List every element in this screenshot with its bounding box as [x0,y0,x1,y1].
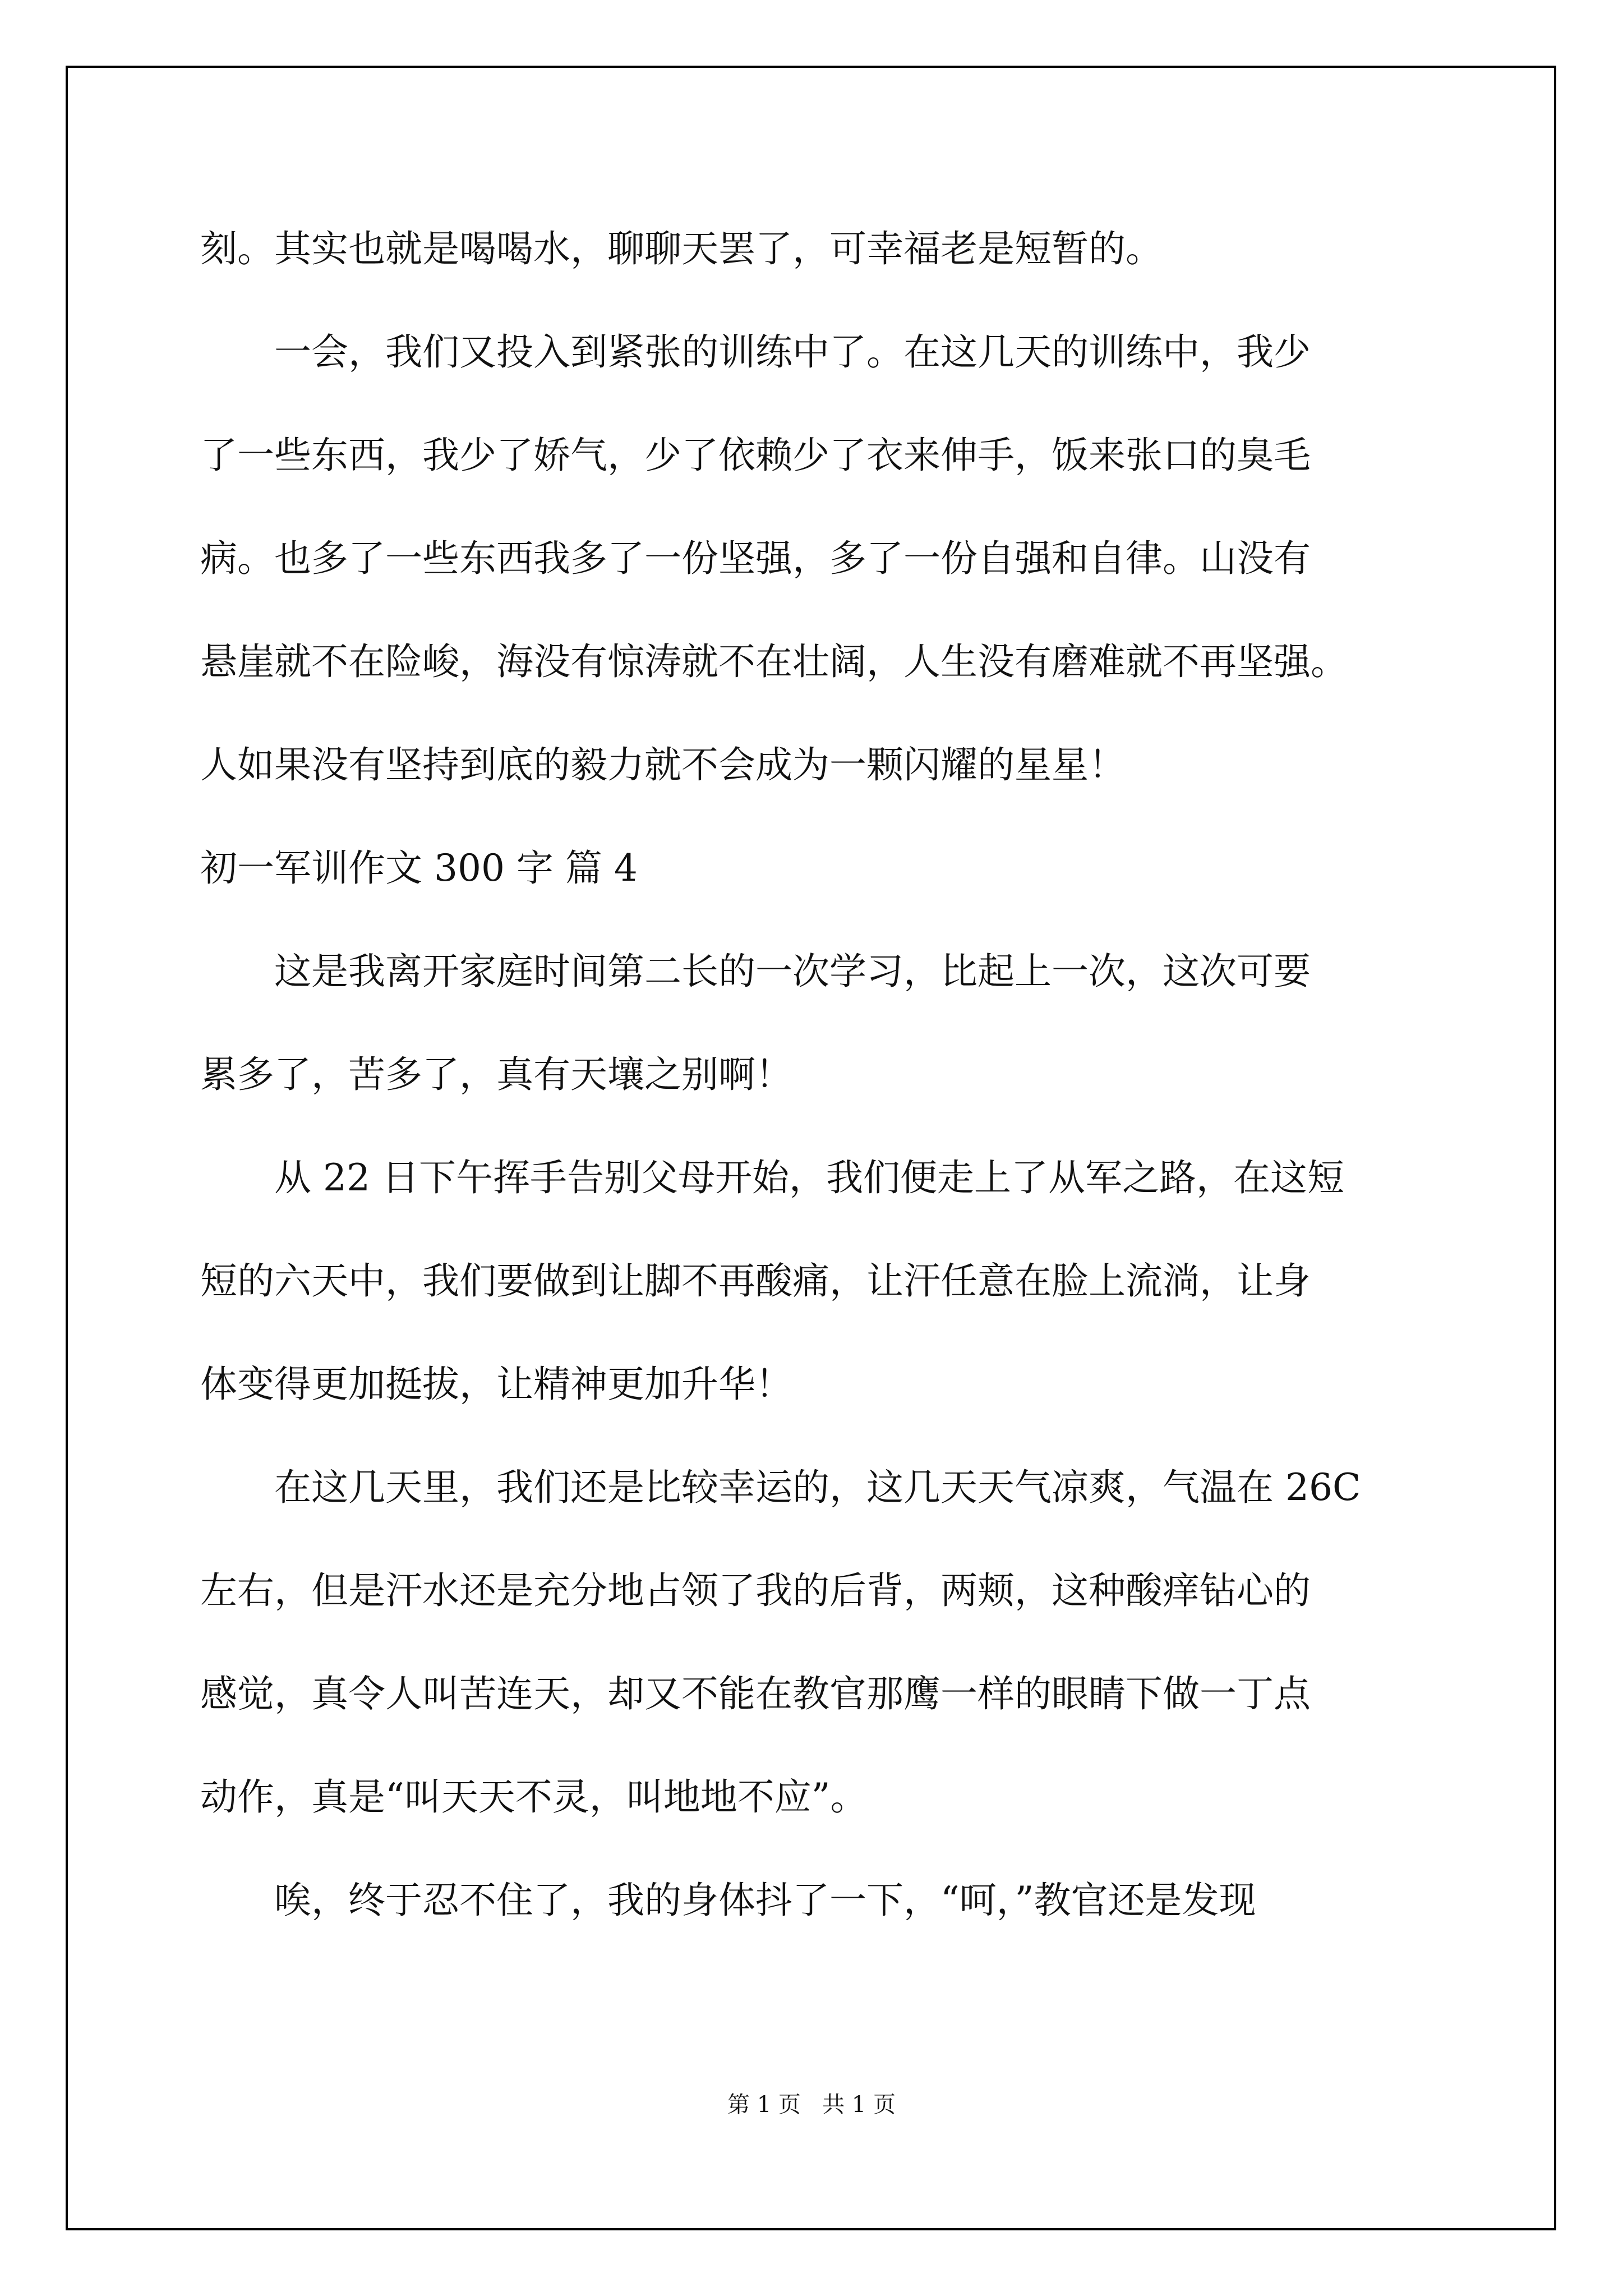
text-line: 病。也多了一些东西我多了一份坚强，多了一份自强和自律。山没有 [200,537,1311,580]
text-line: 体变得更加挺拔，让精神更加升华！ [200,1363,792,1406]
page-footer: 第 1 页 共 1 页 [727,2092,896,2118]
text-line: 短的六天中，我们要做到让脚不再酸痛，让汗任意在脸上流淌，让身 [200,1259,1311,1303]
document-body [200,197,1434,1952]
text-line: 感觉，真令人叫苦连天，却又不能在教官那鹰一样的眼睛下做一丁点 [200,1672,1311,1715]
text-line: 这是我离开家庭时间第二长的一次学习，比起上一次，这次可要 [200,950,1311,993]
text-line: 了一些东西，我少了娇气，少了依赖少了衣来伸手，饭来张口的臭毛 [200,434,1311,477]
text-line: 悬崖就不在险峻，海没有惊涛就不在壮阔，人生没有磨难就不再坚强。 [200,640,1348,683]
text-line: 一会，我们又投入到紧张的训练中了。在这几天的训练中，我少 [200,330,1311,374]
text-line: 刻。其实也就是喝喝水，聊聊天罢了，可幸福老是短暂的。 [200,227,1163,270]
section-heading: 初一军训作文 300 字 篇 4 [200,846,638,890]
text-line: 累多了，苦多了，真有天壤之别啊！ [200,1053,792,1096]
text-line: 左右，但是汗水还是充分地占领了我的后背，两颊，这种酸痒钻心的 [200,1569,1311,1612]
text-line: 唉，终于忍不住了，我的身体抖了一下，“呵，”教官还是发现 [200,1879,1256,1922]
text-line: 在这几天里，我们还是比较幸运的，这几天天气凉爽，气温在 26C [200,1466,1361,1509]
text-line: 人如果没有坚持到底的毅力就不会成为一颗闪耀的星星！ [200,743,1126,786]
text-line: 从 22 日下午挥手告别父母开始，我们便走上了从军之路，在这短 [200,1156,1344,1199]
text-line: 动作，真是“叫天天不灵，叫地地不应”。 [200,1775,868,1819]
